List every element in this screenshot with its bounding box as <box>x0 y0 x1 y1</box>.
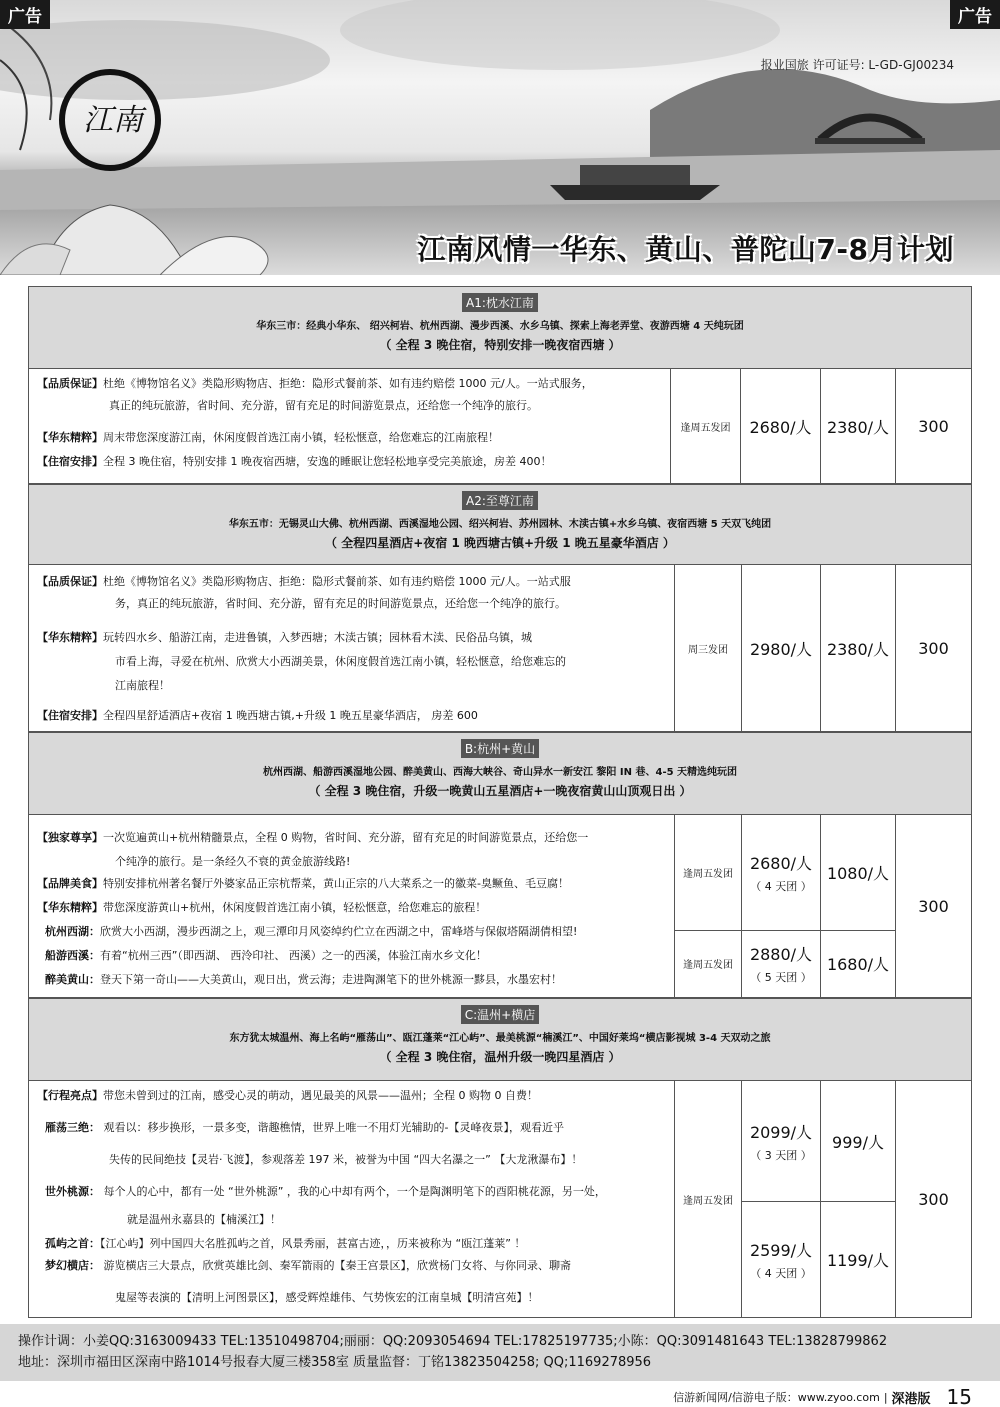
page-headline: 江南风情一华东、黄山、普陀山7-8月计划 <box>417 233 954 266</box>
ad-label-right: 广告 <box>950 0 1000 29</box>
child-price: 2380/人 <box>820 565 895 731</box>
section-title: 华东五市：无锡灵山大佛、杭州西湖、西溪湿地公园、绍兴柯岩、苏州园林、木渎古镇+水乡乌镇、夜宿西塘 5 天双飞纯团 <box>228 519 772 530</box>
single-supplement: 300 <box>895 369 971 483</box>
tour-section-a2 <box>28 484 972 732</box>
departure-day: 逢周五发团 <box>674 930 741 997</box>
hero-banner <box>0 0 1000 275</box>
section-subtitle: （ 全程四星酒店+夜宿 1 晚西塘古镇+升级 1 晚五星豪华酒店 ） <box>325 536 675 550</box>
section-code: A2:至尊江南 <box>462 491 538 510</box>
departure-day: 逢周五发团 <box>670 369 740 483</box>
tour-section-b <box>28 732 972 998</box>
section-title: 杭州西湖、船游西溪湿地公园、醉美黄山、西海大峡谷、奇山异水一新安江 黎阳 IN 巷、4-5 天精选纯玩团 <box>262 767 738 778</box>
departure-day: 周三发团 <box>674 565 741 731</box>
section-description: 【品质保证】杜绝《博物馆名义》类隐形购物店、拒绝：隐形式餐前茶、如有违约赔偿 1000 元/人。一站式服务， 真正的纯玩旅游，省时间、充分游，留有充足的时间游览景点，还给您一个纯净的旅行。 【华东精粹】周末带您深度游江南，休闲度假首选江南小镇，轻松惬意，给您难忘的江南旅程！ 【住宿安排】全程 3 晚住宿，特别安排 1 晚夜宿西塘，安逸的睡眠让您轻松地享受完美旅途，房差 400！ <box>37 377 593 468</box>
contact-line: 操作计调：小姜QQ:3163009433 TEL:13510498704;丽丽：QQ:2093054694 TEL:17825197735;小陈：QQ:3091481643 TEL:13828799862 <box>18 1334 888 1349</box>
section-header <box>29 485 971 565</box>
section-header <box>29 287 971 369</box>
adult-price: 2980/人 <box>741 565 820 731</box>
address-line: 地址：深圳市福田区深南中路1014号报春大厦三楼358室 质量监督：丁铭13823504258; QQ;1169278956 <box>18 1355 652 1370</box>
single-supplement: 300 <box>895 815 971 997</box>
child-price: 2380/人 <box>820 369 895 483</box>
section-description: 【独家尊享】一次览遍黄山+杭州精髓景点，全程 0 购物，省时间、充分游，留有充足的时间游览景点，还给您一 个纯净的旅行。是一条经久不衰的黄金旅游线路! 【品牌美食】特别安排杭州著名餐厅外婆家品正宗杭帮菜，黄山正宗的八大菜系之一的徽菜-臭鳜鱼、毛豆腐！ 【华东精粹】带您深度游黄山+杭州，休闲度假首选江南小镇，轻松惬意，给您难忘的旅程！ 杭州西湖：欣赏大小西湖，漫步西湖之上，观三潭印月风姿绰约伫立在西湖之中，雷峰塔与保俶塔隔湖倩相望! 船游西溪：有着“杭州三西”（即西湖、 西泠印社、 西溪）之一的西溪，体验江南水乡文化！ 醉美黄山：登天下第一奇山——大美黄山，观日出，赏云海；走进陶渊笔下的世外桃源一黟县，水墨宏村！ <box>37 831 589 986</box>
child-price: 1199/人 <box>820 1201 895 1317</box>
child-price: 1680/人 <box>820 930 895 997</box>
departure-day: 逢周五发团 <box>674 815 741 930</box>
license-number: 报业国旅 许可证号: L-GD-GJ00234 <box>760 58 954 72</box>
adult-price: 2599/人 （ 4 天团 ） <box>741 1201 820 1317</box>
ad-label-left: 广告 <box>0 0 50 29</box>
logo: 江南 <box>83 103 143 138</box>
section-title: 东方犹太城温州、海上名屿“雁荡山”、瓯江蓬莱“江心屿”、最美桃源“楠溪江”、中国好莱坞“横店影视城 3-4 天双动之旅 <box>229 1033 771 1044</box>
child-price: 999/人 <box>820 1081 895 1201</box>
child-price: 1080/人 <box>820 815 895 930</box>
section-code: B:杭州+黄山 <box>461 739 539 758</box>
single-supplement: 300 <box>895 1081 971 1317</box>
adult-price: 2099/人 （ 3 天团 ） <box>741 1081 820 1201</box>
section-code: C:温州+横店 <box>461 1005 539 1024</box>
source-credit: 信游新闻网/信游电子版：www.zyoo.com <box>673 1391 880 1404</box>
page-bottom-bar: 信游新闻网/信游电子版：www.zyoo.com | 深港版 15 <box>673 1385 972 1407</box>
adult-price: 2680/人 <box>740 369 820 483</box>
departure-day: 逢周五发团 <box>674 1081 741 1317</box>
section-description: 【行程亮点】带您未曾到过的江南，感受心灵的萌动，遇见最美的风景——温州；全程 0 购物 0 自费！ 雁荡三绝： 观看以：移步换形，一景多变，谐趣樵情，世界上唯一不用灯光辅助的-【灵峰夜景】，观看近乎 失传的民间绝技【灵岩·飞渡】，参观落差 197 米，被誉为中国 “四大名瀑之一” 【大龙湫瀑布】！ 世外桃源： 每个人的心中，都有一处 “世外桃源” ，我的心中却有两个，一个是陶渊明笔下的酉阳桃花源，另一处， 就是温州永嘉县的【楠溪江】！ 孤屿之首：【江心屿】列中国四大名胜孤屿之首，风景秀丽，甚富古迹，，历来被称为 “瓯江蓬莱” ！ 梦幻横店： 游览横店三大景点，欣赏英雄比剑、秦军箭雨的【秦王宫景区】，欣赏杨门女将、与你同录、聊斋 鬼屋等表演的【清明上河图景区】，感受辉煌雄伟、气势恢宏的江南皇城【明清宫苑】！ <box>37 1089 606 1304</box>
section-subtitle: （ 全程 3 晚住宿，特别安排一晚夜宿西塘 ） <box>379 338 621 352</box>
adult-price: 2880/人 （ 5 天团 ） <box>741 930 820 997</box>
contact-footer <box>0 1324 1000 1381</box>
section-title: 华东三市：经典小华东、 绍兴柯岩、杭州西湖、漫步西溪、水乡乌镇、探索上海老弄堂、夜游西塘 4 天纯玩团 <box>256 321 744 332</box>
section-subtitle: （ 全程 3 晚住宿，温州升级一晚四星酒店 ） <box>379 1050 621 1064</box>
tour-section-c <box>28 998 972 1318</box>
section-subtitle: （ 全程 3 晚住宿，升级一晚黄山五星酒店+一晚夜宿黄山山顶观日出 ） <box>308 784 692 798</box>
tour-section-a1 <box>28 286 972 484</box>
section-header <box>29 999 971 1081</box>
section-header <box>29 733 971 815</box>
edition-label: 深港版 <box>891 1391 931 1407</box>
page-number: 15 <box>946 1385 972 1407</box>
single-supplement: 300 <box>895 565 971 731</box>
section-code: A1:枕水江南 <box>462 293 538 312</box>
section-description: 【品质保证】杜绝《博物馆名义》类隐形购物店、拒绝：隐形式餐前茶、如有违约赔偿 1000 元/人。一站式服 务，真正的纯玩旅游，省时间、充分游，留有充足的时间游览景点，还给您一个纯净的旅行。 【华东精粹】玩转四水乡、船游江南，走进鲁镇，入梦西塘；木渎古镇；园林看木渎、民俗品乌镇，城 市看上海，寻爱在杭州、欣赏大小西湖美景，休闲度假首选江南小镇，轻松惬意，给您难忘的 江南旅程！ 【住宿安排】全程四星舒适酒店+夜宿 1 晚西塘古镇,+升级 1 晚五星豪华酒店， 房差 600 <box>37 575 571 722</box>
adult-price: 2680/人 （ 4 天团 ） <box>741 815 820 930</box>
